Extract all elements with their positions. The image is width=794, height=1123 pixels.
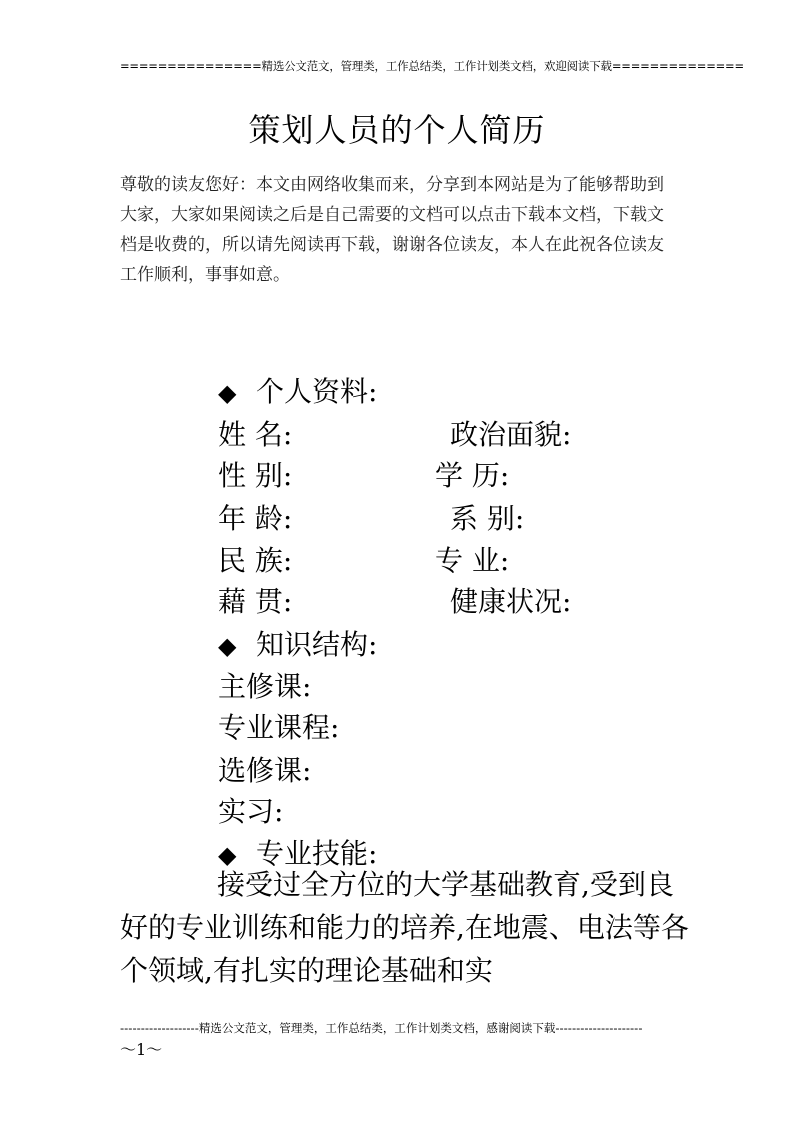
- field-name: 姓 名:: [218, 418, 293, 451]
- diamond-bullet-icon: ◆: [218, 841, 237, 869]
- diamond-bullet-icon: ◆: [218, 379, 237, 407]
- knowledge-electives: 选修课:: [218, 754, 312, 787]
- field-gender: 性 别:: [218, 459, 293, 492]
- field-department: 系 别:: [450, 502, 525, 535]
- section-personal-label: 个人资料:: [256, 375, 378, 408]
- knowledge-internship: 实习:: [218, 795, 284, 828]
- field-age: 年 龄:: [218, 502, 293, 535]
- field-political: 政治面貌:: [450, 418, 572, 451]
- field-health: 健康状况:: [450, 585, 572, 618]
- section-knowledge-label: 知识结构:: [256, 628, 378, 661]
- field-major: 专 业:: [435, 544, 510, 577]
- page-footer: -------------------精选公文范文，管理类，工作总结类，工作计划类文档，感谢阅读下载---------------------: [120, 1021, 643, 1035]
- knowledge-main-courses: 主修课:: [218, 670, 312, 703]
- page-header: ===============精选公文范文，管理类，工作总结类，工作计划类文档，欢迎阅读下载==============: [120, 59, 744, 73]
- skills-paragraph: 接受过全方位的大学基础教育,受到良好的专业训练和能力的培养,在地震、电法等各个领域,有扎实的理论基础和实: [120, 868, 689, 987]
- section-personal: [218, 370, 377, 410]
- knowledge-major-courses: 专业课程:: [218, 711, 340, 744]
- field-education: 学 历:: [435, 459, 510, 492]
- diamond-bullet-icon: ◆: [218, 632, 237, 660]
- field-ethnicity: 民 族:: [218, 544, 293, 577]
- document-title: 策划人员的个人简历: [248, 111, 546, 149]
- page-number: ～1～: [120, 1040, 163, 1059]
- field-origin: 藉 贯:: [218, 585, 293, 618]
- section-skills-label: 专业技能:: [256, 837, 378, 870]
- section-knowledge: [218, 623, 377, 663]
- intro-paragraph: 尊敬的读友您好：本文由网络收集而来，分享到本网站是为了能够帮助到大家，大家如果阅读之后是自己需要的文档可以点击下载本文档，下载文档是收费的，所以请先阅读再下载，谢谢各位读友，本人在此祝各位读友工作顺利，事事如意。: [120, 175, 664, 285]
